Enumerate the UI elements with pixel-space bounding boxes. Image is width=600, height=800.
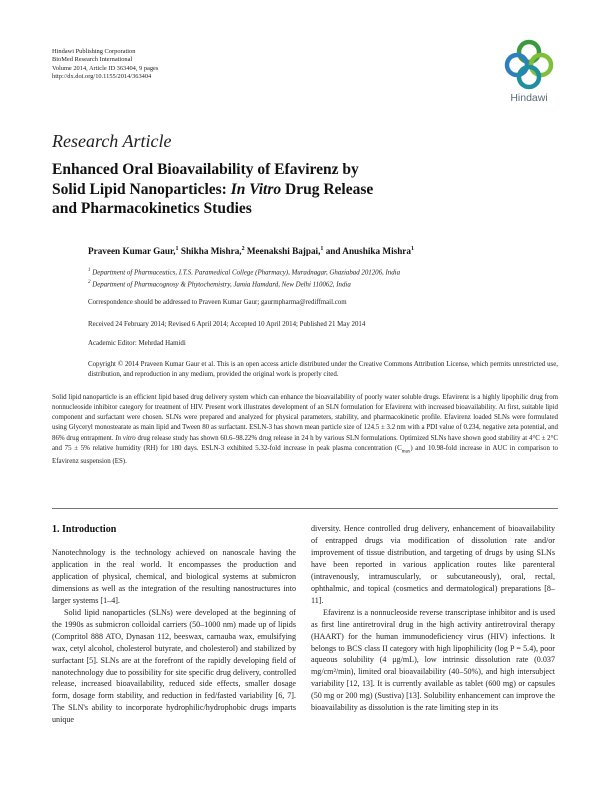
affiliation-mark: 2: [88, 279, 91, 285]
copyright-notice: Copyright © 2014 Praveen Kumar Gaur et al. This is an open access article distributed under the Creative Commons Attribution License, which permits unrestricted use, distribution, and reproduction in any medium, provided the original work is properly cited.: [88, 361, 558, 379]
author-name[interactable]: Shikha Mishra,: [180, 246, 242, 257]
abstract-subscript: max: [401, 449, 411, 455]
affiliation-text: Department of Pharmaceutics, I.T.S. Paramedical College (Pharmacy), Muradnagar, Ghaziabad 201206, India: [92, 269, 401, 277]
author-affiliation-mark: 1: [175, 246, 179, 252]
body-column-right: [311, 523, 555, 714]
section-heading: 1. Introduction: [52, 524, 117, 535]
author-affiliation-mark: 1: [320, 246, 324, 252]
title-line: and Pharmacokinetics Studies: [52, 200, 252, 217]
body-column-left: [52, 523, 296, 726]
article-title: [52, 160, 532, 219]
journal-header: [52, 48, 158, 82]
paragraph: diversity. Hence controlled drug delivery, enhancement of bioavailability of entrapped drugs via modification of dissolution rate and/or improvement of tissue distribution, and targeting of drugs by using SLNs have been reported in various application routes like parenteral (intravenously, intramuscularly, or subcutaneously), oral, rectal, ophthalmic, and topical (cosmetics and dermatological) preparations [8–11].: [311, 524, 555, 605]
abstract-text: ) and 10.98-fold increase in AUC in comparison to Efavirenz suspension (ES).: [52, 444, 558, 466]
dates-text: Received 24 February 2014; Revised 6 April 2014; Accepted 10 April 2014; Published 21 May 2014: [88, 321, 366, 328]
academic-editor: [88, 339, 558, 348]
paragraph: Efavirenz is a nonnucleoside reverse transcriptase inhibitor and is used as first line antiretroviral drug in the high activity antiretroviral therapy (HAART) for the human immunodeficiency virus (HIV) infections. It belongs to BCS class II category with high lipophilicity (log P = 5.4), poor aqueous solubility (4 μg/mL), low intrinsic dissolution rate (0.037 mg/cm²/min), limited oral bioavailability (40–50%), and high intersubject variability [12, 13]. It is currently available as tablet (600 mg) or capsules (50 mg or 200 mg) (Sustiva) [13]. Solubility enhancement can improve the bioavailability as dissolution is the rate limiting step in its: [311, 607, 555, 713]
abstract-italic: In vitro: [115, 434, 136, 442]
author-name[interactable]: Praveen Kumar Gaur,: [88, 246, 176, 257]
abstract-text: Solid lipid nanoparticle is an efficient lipid based drug delivery system which can enhance the bioavailability of poorly water soluble drugs. Efavirenz is a highly lipophilic drug from nonnucleoside inhibitor category for treatment of HIV. Present work illustrates development of an SLN formulation for Efavirenz with increased bioavailability. At first, suitable lipid component and surfactant were chosen. SLNs were prepared and analyzed for physical parameters, stability, and pharmacokinetic profile. Efavirenz loaded SLNs were formulated using Glyceryl monostearate as main lipid and Tween 80 as surfactant. ESLN-3 has shown mean particle size of 124.5 ± 3.2 nm with a PDI value of 0.234, negative zeta potential, and 86% drug entrapment.: [52, 394, 558, 442]
author-affiliation-mark: 2: [241, 246, 245, 252]
title-line: Solid Lipid Nanoparticles: In Vitro Drug Release: [52, 180, 374, 198]
paragraph: Solid lipid nanoparticles (SLNs) were developed at the beginning of the 1990s as submicron colloidal carriers (50–1000 nm) made up of lipids (Compritol 888 ATO, Dynasan 112, beeswax, carnauba wax, emulsifying wax, cetyl alcohol, cholesterol butyrate, and cholesterol) and stabilized by surfactant [5]. SLNs are at the forefront of the rapidly developing field of nanotechnology due to possibility for site specific drug delivery, controlled release, increased bioavailability, reduced side effects, smaller dosage form, dosage form stability, and reduction in fed/fasted variability [6, 7]. The SLN's ability to incorporate hydrophilic/hydrophobic drugs imparts unique: [52, 607, 296, 725]
abstract-text: drug release study has shown 60.6–98.22% drug release in 24 h by various SLN formulations. Optimized SLNs have shown good stability at 4°C ± 2°C and 75 ± 5% relative humidity (RH) for 180 days. ESLN-3 exhibited 5.32-fold increase in peak plasma concentration (C: [52, 434, 558, 452]
paragraph: Nanotechnology is the technology achieved on nanoscale having the application in the real world. It encompasses the production and application of physical, chemical, and biological systems at submicron dimensions as well as the integration of the resulting nanostructures into larger systems [1–4].: [52, 548, 296, 605]
publisher-name: Hindawi Publishing Corporation: [52, 48, 136, 55]
abstract: [52, 393, 558, 467]
correspondence-text[interactable]: Correspondence should be addressed to Praveen Kumar Gaur; gaurmpharma@rediffmail.com: [88, 299, 347, 306]
hindawi-logo[interactable]: [503, 38, 555, 108]
volume-info: Volume 2014, Article ID 363404, 9 pages: [52, 64, 159, 72]
section-divider: [52, 508, 558, 509]
editor-text: Academic Editor: Mehrdad Hamidi: [88, 340, 186, 347]
affiliation-text: Department of Pharmacognosy & Phytochemistry, Jamia Hamdard, New Delhi 110062, India: [92, 281, 351, 288]
title-line: Enhanced Oral Bioavailability of Efavirenz by: [52, 161, 359, 178]
correspondence: [88, 298, 558, 307]
author-list: [88, 246, 414, 256]
logo-wordmark: Hindawi: [510, 92, 548, 104]
affiliations: [88, 266, 558, 289]
affiliation: [88, 278, 558, 290]
affiliation-mark: 1: [88, 268, 91, 273]
article-type: Research Article: [52, 131, 172, 151]
author-affiliation-mark: 1: [410, 246, 414, 252]
author-name[interactable]: Meenakshi Bajpai,: [246, 246, 321, 257]
hindawi-rings-icon: [503, 38, 555, 90]
title-italic: In Vitro: [230, 180, 282, 198]
journal-name: BioMed Research International: [52, 56, 133, 64]
author-name[interactable]: and Anushika Mishra: [325, 246, 411, 257]
doi-link[interactable]: http://dx.doi.org/10.1155/2014/363404: [52, 73, 152, 81]
affiliation: [88, 266, 558, 278]
article-dates: [88, 320, 558, 329]
